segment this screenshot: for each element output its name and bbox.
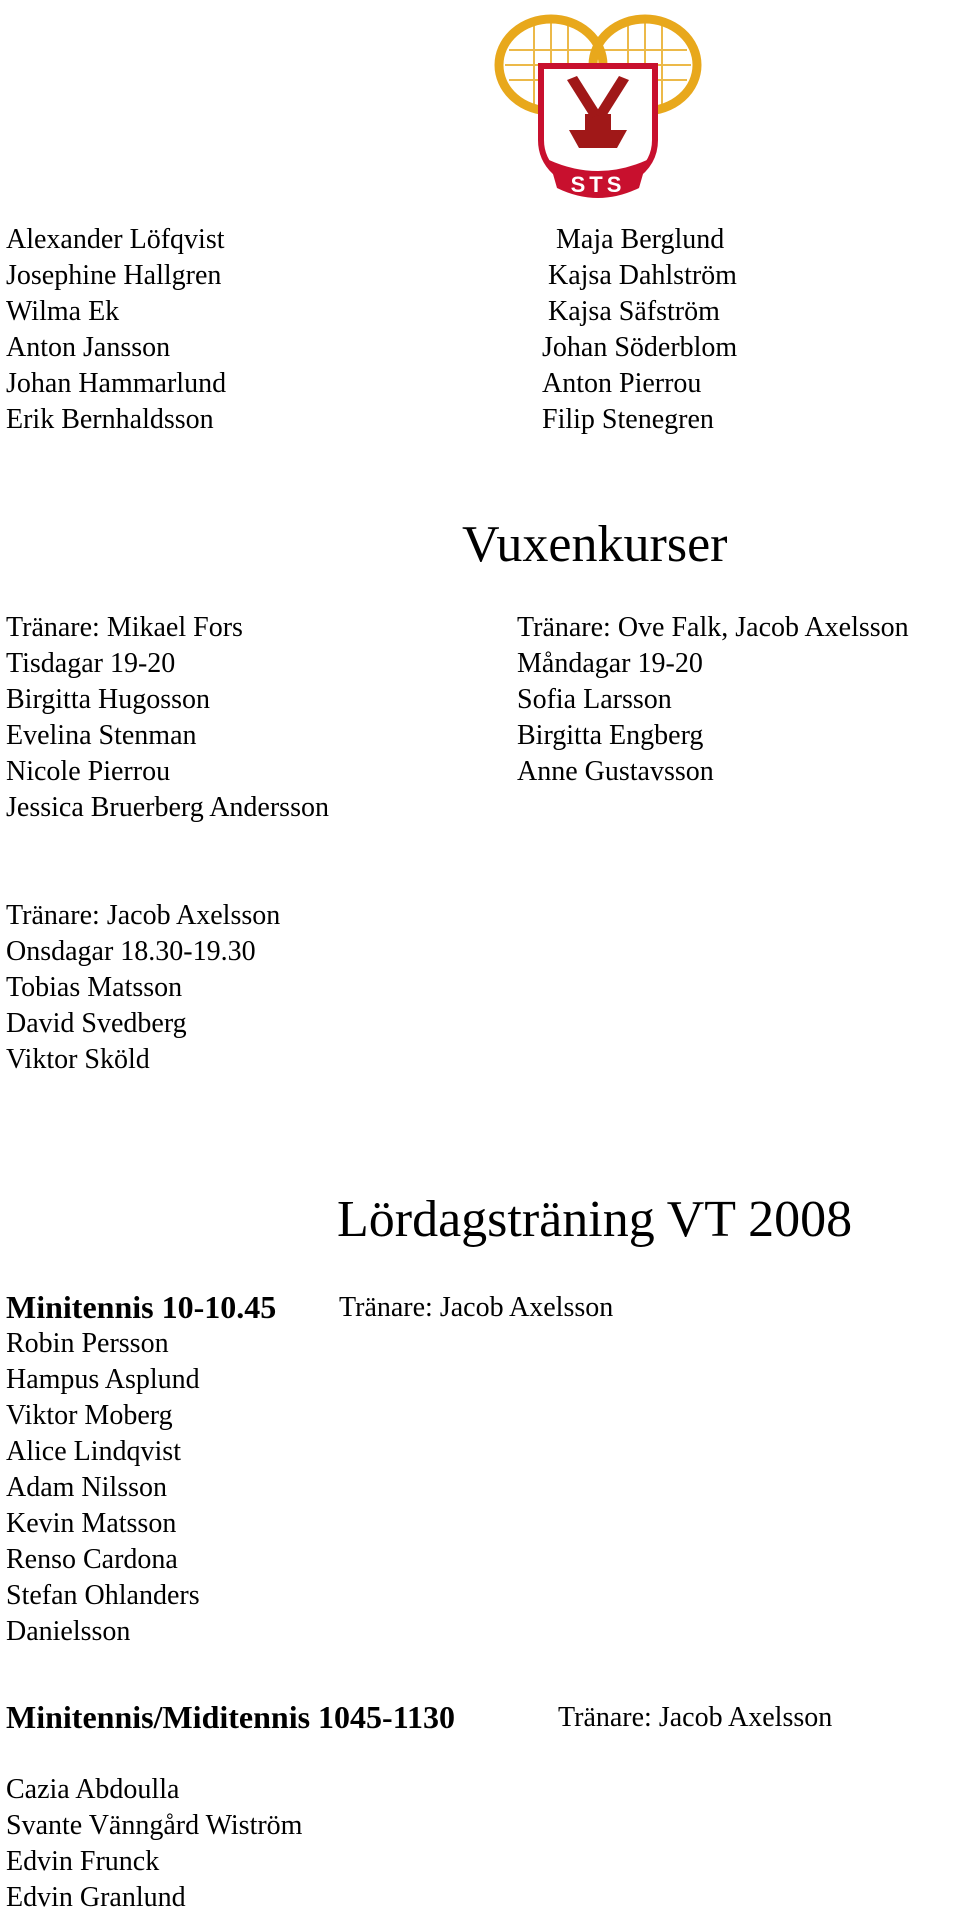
logo-text: STS: [570, 172, 626, 197]
list-item: Johan Hammarlund: [6, 368, 227, 399]
list-item: Birgitta Engberg: [517, 720, 704, 751]
list-item: Kevin Matsson: [6, 1508, 177, 1539]
group1-title: Minitennis 10-10.45: [6, 1289, 277, 1325]
list-item: David Svedberg: [6, 1008, 187, 1039]
group2-name-list: [6, 1772, 302, 1916]
group2-title: Minitennis/Miditennis 1045-1130: [6, 1699, 455, 1735]
list-item: Evelina Stenman: [6, 720, 197, 751]
list-item: Robin Persson: [6, 1328, 169, 1359]
list-item: Erik Bernhaldsson: [6, 404, 214, 435]
list-item: Viktor Moberg: [6, 1400, 173, 1431]
vuxen-left-group: [6, 610, 329, 826]
trainer-label: Tränare: Mikael Fors: [6, 612, 243, 643]
list-item: Edvin Granlund: [6, 1882, 186, 1913]
list-item: Maja Berglund: [556, 224, 725, 255]
list-item: Anne Gustavsson: [517, 756, 714, 787]
vuxen-third-group: [6, 898, 280, 1078]
list-item: Renso Cardona: [6, 1544, 178, 1575]
lordagstraning-heading: Lördagsträning VT 2008: [337, 1191, 853, 1248]
list-item: Danielsson: [6, 1616, 131, 1647]
vuxenkurser-heading: Vuxenkurser: [462, 516, 728, 573]
schedule-label: Onsdagar 18.30-19.30: [6, 936, 256, 967]
list-item: Svante Vänngård Wiström: [6, 1810, 303, 1841]
list-item: Jessica Bruerberg Andersson: [6, 792, 329, 823]
schedule-label: Måndagar 19-20: [517, 648, 703, 679]
list-item: Anton Jansson: [6, 332, 171, 363]
list-item: Filip Stenegren: [542, 404, 714, 435]
list-item: Alice Lindqvist: [6, 1436, 181, 1467]
vuxen-right-group: [517, 610, 909, 790]
list-item: Wilma Ek: [6, 296, 120, 327]
list-item: Kajsa Dahlström: [548, 260, 737, 291]
list-item: Johan Söderblom: [542, 332, 738, 363]
trainer-label: Tränare: Jacob Axelsson: [6, 900, 281, 931]
list-item: Anton Pierrou: [542, 368, 702, 399]
list-item: Hampus Asplund: [6, 1364, 200, 1395]
sts-logo: [489, 10, 707, 210]
group1-trainer: Tränare: Jacob Axelsson: [339, 1292, 614, 1323]
top-right-name-list: [542, 222, 737, 438]
schedule-label: Tisdagar 19-20: [6, 648, 176, 679]
list-item: Birgitta Hugosson: [6, 684, 211, 715]
list-item: Viktor Sköld: [6, 1044, 150, 1075]
trainer-label: Tränare: Ove Falk, Jacob Axelsson: [517, 612, 909, 643]
list-item: Sofia Larsson: [517, 684, 672, 715]
list-item: Josephine Hallgren: [6, 260, 222, 291]
list-item: Alexander Löfqvist: [6, 224, 225, 255]
group2-trainer: Tränare: Jacob Axelsson: [558, 1702, 833, 1733]
list-item: Stefan Ohlanders: [6, 1580, 200, 1611]
top-left-name-list: [6, 222, 226, 438]
list-item: Tobias Matsson: [6, 972, 183, 1003]
list-item: Kajsa Säfström: [548, 296, 720, 327]
list-item: Nicole Pierrou: [6, 756, 171, 787]
list-item: Edvin Frunck: [6, 1846, 160, 1877]
group1-name-list: [6, 1326, 200, 1650]
list-item: Adam Nilsson: [6, 1472, 167, 1503]
list-item: Cazia Abdoulla: [6, 1774, 180, 1805]
